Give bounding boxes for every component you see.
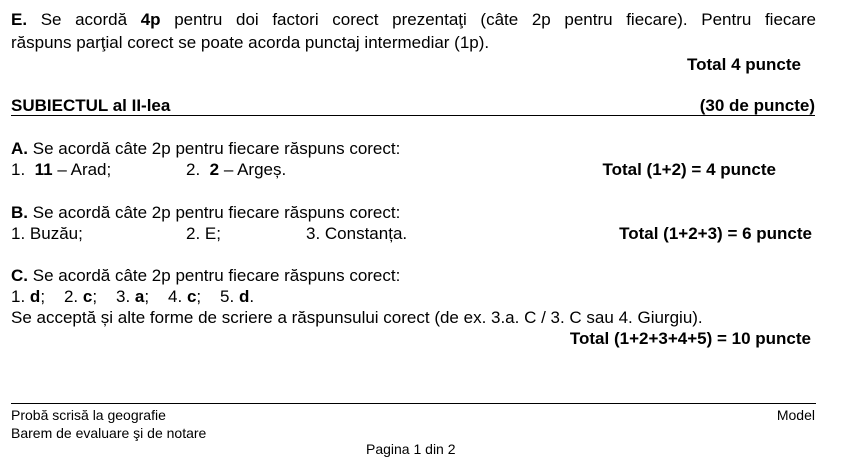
section-b-intro-text: Se acordă câte 2p pentru fiecare răspuns corect:	[32, 203, 401, 222]
section-e-letter: E.	[11, 10, 28, 29]
answer-number: 2.	[186, 160, 201, 179]
subject-title: SUBIECTUL al II-lea	[11, 96, 171, 115]
subject-points: (30 de puncte)	[699, 96, 815, 115]
section-b-letter: B.	[11, 203, 28, 222]
section-c-note: Se acceptă și alte forme de scriere a răspunsului corect (de ex. 3.a. C / 3. C sau 4. Giurgiu).	[11, 308, 703, 327]
section-a-answer-2	[186, 160, 286, 180]
section-b-intro	[11, 203, 400, 223]
answer-item: 1. d;	[11, 287, 46, 306]
section-c-letter: C.	[11, 266, 28, 285]
section-a-letter: A.	[11, 139, 28, 158]
section-a-intro-text: Se acordă câte 2p pentru fiecare răspuns corect:	[32, 139, 401, 158]
answer-number: 1.	[11, 160, 26, 179]
section-a-answer-1	[11, 160, 111, 180]
answer-item: 5. d.	[220, 287, 255, 306]
section-e-text-b: pentru doi factori corect prezentaţi (câte 2p pentru fiecare). Pentru fiecare	[174, 10, 816, 29]
answer-text: – Arad;	[57, 160, 112, 179]
section-c-answers	[11, 287, 254, 307]
answer-text: – Argeș.	[223, 160, 287, 179]
footer-rule	[11, 403, 816, 404]
section-a-total: Total (1+2) = 4 puncte	[602, 160, 776, 179]
section-c-intro-text: Se acordă câte 2p pentru fiecare răspuns corect:	[32, 266, 401, 285]
answer-item: 2. c;	[63, 287, 98, 306]
footer-subject: Probă scrisă la geografie	[11, 407, 166, 423]
section-b-total: Total (1+2+3) = 6 puncte	[619, 224, 812, 243]
section-a-intro	[11, 139, 400, 159]
footer-model-label: Model	[776, 407, 815, 423]
answer-value: 11	[34, 160, 53, 179]
page-number: Pagina 1 din 2	[366, 441, 456, 457]
section-e-points: 4p	[140, 10, 161, 29]
section-e-total: Total 4 puncte	[687, 55, 801, 74]
answer-item: 3. a;	[115, 287, 150, 306]
section-b-answer-2: 2. E;	[186, 224, 221, 243]
section-e-text-a: Se acordă	[40, 10, 128, 29]
section-b-answer-1: 1. Buzău;	[11, 224, 83, 243]
subject-underline	[11, 115, 815, 116]
footer-document-type: Barem de evaluare şi de notare	[11, 425, 207, 441]
section-c-total: Total (1+2+3+4+5) = 10 puncte	[569, 329, 811, 348]
section-b-answer-3: 3. Constanța.	[306, 224, 408, 243]
section-e-line2: răspuns parţial corect se poate acorda punctaj intermediar (1p).	[11, 33, 490, 52]
section-e-line1	[11, 10, 816, 30]
answer-item: 4. c;	[168, 287, 202, 306]
section-c-intro	[11, 266, 400, 286]
answer-value: 2	[209, 160, 220, 179]
